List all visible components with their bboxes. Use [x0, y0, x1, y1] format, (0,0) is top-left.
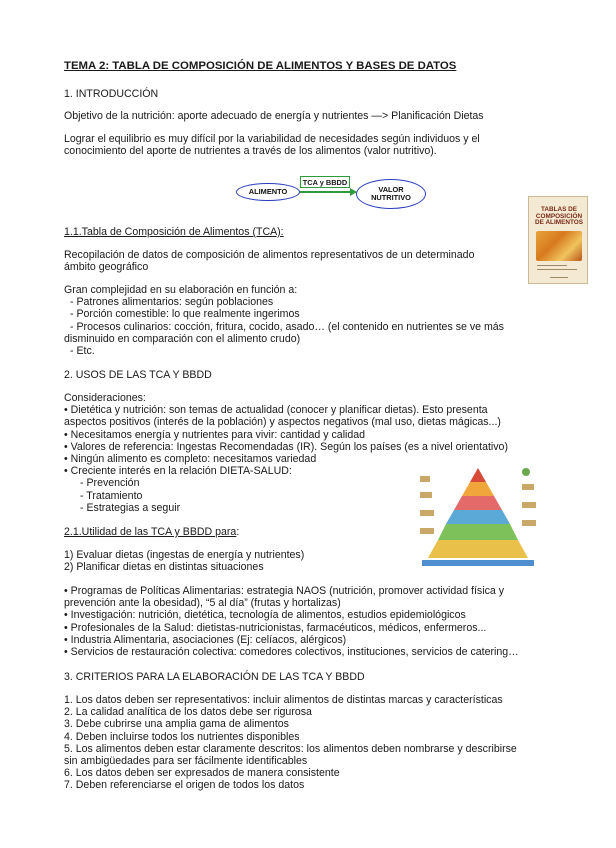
- list-item: • Profesionales de la Salud: dietistas-nutricionistas, farmacéuticos, médicos, enfermeros...: [64, 621, 487, 634]
- list-item: - Procesos culinarios: cocción, fritura, cocido, asado… (el contenido en nutrientes se ve más: [70, 320, 504, 333]
- alimento-node: ALIMENTO: [236, 183, 300, 201]
- list-item: - Porción comestible: lo que realmente ingerimos: [70, 308, 300, 321]
- list-item: - Prevención: [80, 477, 140, 490]
- text-line: disminuido en comparación con el alimento crudo): [64, 332, 301, 345]
- list-item: - Tratamiento: [80, 489, 143, 502]
- list-item: 5. Los alimentos deben estar claramente descritos: los alimentos deben nombrarse y describirse: [64, 742, 517, 755]
- list-item: • Industria Alimentaria, asociaciones (Ej: celíacos, alérgicos): [64, 633, 347, 646]
- tca-bbdd-label: TCA y BBDD: [300, 176, 350, 188]
- section-3-list: [64, 694, 550, 792]
- section-3-heading: 3. CRITERIOS PARA LA ELABORACIÓN DE LAS TCA Y BBDD: [64, 671, 365, 683]
- section-1-objective: Objetivo de la nutrición: aporte adecuado de energía y nutrientes —> Planificación Dietas: [64, 110, 484, 122]
- text-line: sin ambigüedades para ser fácilmente identificables: [64, 755, 308, 768]
- list-item: 6. Los datos deben ser expresados de manera consistente: [64, 767, 340, 780]
- section-2-1-heading: [64, 526, 550, 538]
- pyramid-tier-4: [446, 510, 510, 524]
- list-item: - Etc.: [70, 345, 95, 358]
- section-1-1-paragraph: [64, 249, 550, 273]
- section-1-paragraph: [64, 133, 550, 157]
- pyramid-tier-3: [454, 496, 502, 510]
- heading-text: 2.1.Utilidad de las TCA y BBDD para: [64, 526, 237, 538]
- list-item: 2. La calidad analítica de los datos debe ser rigurosa: [64, 706, 312, 719]
- text-line: Recopilación de datos de composición de alimentos representativos de un determinado: [64, 249, 475, 261]
- text-line: Consideraciones:: [64, 392, 146, 404]
- list-item: 3. Debe cubrirse una amplia gama de alimentos: [64, 718, 289, 731]
- list-item: 2) Planificar dietas en distintas situaciones: [64, 561, 264, 574]
- pyramid-logo: [522, 468, 530, 476]
- flow-diagram: [236, 176, 436, 216]
- list-item: • Investigación: nutrición, dietética, tecnología de alimentos, estudios epidemiológicos: [64, 609, 466, 622]
- text-line: Lograr el equilibrio es muy difícil por la variabilidad de necesidades según individuos y el: [64, 133, 480, 145]
- text-line: conocimiento del aporte de nutrientes a través de los alimentos (valor nutritivo).: [64, 145, 437, 158]
- text-line: aspectos positivos (interés de la población) y aspectos negativos (mal uso, dietas mágicas...): [64, 416, 501, 429]
- section-1-1-list: [64, 284, 550, 357]
- list-item: • Servicios de restauración colectiva: comedores colectivos, instituciones, servicios de catering…: [64, 646, 519, 659]
- text-line: ámbito geográfico: [64, 261, 149, 274]
- list-item: • Ningún alimento es completo: necesitamos variedad: [64, 453, 317, 466]
- section-2-1-list: [64, 549, 550, 573]
- list-item: • Creciente interés en la relación DIETA-SALUD:: [64, 465, 292, 478]
- section-2-heading: 2. USOS DE LAS TCA Y BBDD: [64, 369, 212, 381]
- list-item: 1. Los datos deben ser representativos: incluir alimentos de distintas marcas y características: [64, 694, 503, 706]
- list-item: • Dietética y nutrición: son temas de actualidad (conocer y planificar dietas). Esto presenta: [64, 404, 488, 417]
- arrow-line: [300, 191, 352, 193]
- list-item: • Necesitamos energía y nutrientes para vivir: cantidad y calidad: [64, 428, 366, 441]
- section-1-1-heading: 1.1.Tabla de Composición de Alimentos (TCA):: [64, 226, 284, 238]
- list-item: 4. Deben incluirse todos los nutrientes disponibles: [64, 730, 300, 743]
- section-2-1-bullets: [64, 585, 550, 658]
- valor-line: VALOR NUTRITIVO: [371, 184, 411, 202]
- section-1-heading: 1. INTRODUCCIÓN: [64, 88, 159, 100]
- book-publisher-line: [550, 277, 568, 278]
- list-item: - Patrones alimentarios: según poblaciones: [70, 296, 274, 309]
- valor-nutritivo-node: [356, 179, 426, 209]
- list-item: • Valores de referencia: Ingestas Recomendadas (IR). Según los países (es a nivel orientativo): [64, 440, 508, 453]
- list-item: 1) Evaluar dietas (ingestas de energía y nutrientes): [64, 549, 305, 561]
- book-title: TABLAS DE COMPOSICIÓN DE ALIMENTOS: [535, 206, 583, 227]
- list-item: - Estrategias a seguir: [80, 501, 181, 514]
- page-title: TEMA 2: TABLA DE COMPOSICIÓN DE ALIMENTOS Y BASES DE DATOS: [64, 60, 457, 72]
- list-item: 7. Deben referenciarse el origen de todos los datos: [64, 779, 305, 792]
- text-line: prevención ante la obesidad), “5 al día” (frutas y hortalizas): [64, 597, 341, 610]
- list-item: • Programas de Políticas Alimentarias: estrategia NAOS (nutrición, promover actividad física y: [64, 585, 504, 597]
- text-line: Gran complejidad en su elaboración en función a:: [64, 284, 298, 296]
- heading-colon: :: [236, 526, 240, 538]
